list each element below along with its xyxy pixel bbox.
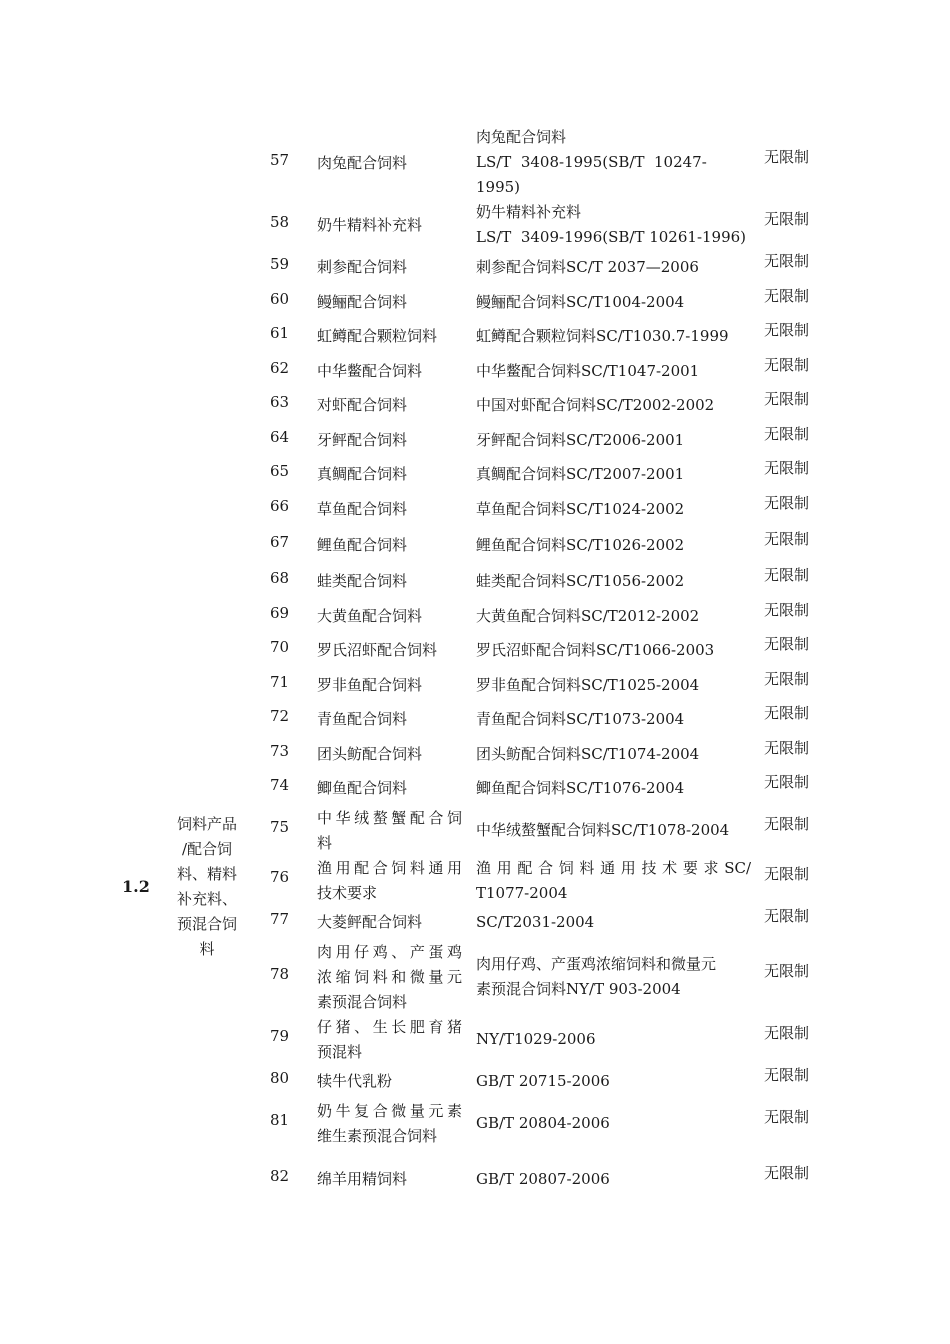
standard-code-line: 1995) [476, 178, 521, 196]
product-name [317, 213, 462, 238]
standard-code-line: 蛙类配合饲料SC/T1056-2002 [476, 572, 685, 590]
standard-code [476, 776, 751, 801]
standard-code [476, 290, 751, 315]
standard-code [476, 393, 751, 418]
row-number: 58 [270, 213, 290, 231]
row-number: 61 [270, 324, 290, 342]
standard-code [476, 359, 751, 384]
product-name [317, 462, 462, 487]
standard-code-line: 草鱼配合饲料SC/T1024-2002 [476, 500, 685, 518]
limit-value: 无限制 [764, 1164, 810, 1182]
section-number: 1.2 [122, 877, 150, 896]
standard-code-line: LS/T 3409-1996(SB/T 10261-1996) [476, 228, 747, 246]
standard-code-line: 团头鲂配合饲料SC/T1074-2004 [476, 745, 700, 763]
limit-value: 无限制 [764, 635, 810, 653]
row-number: 76 [270, 868, 290, 886]
standard-code [476, 952, 751, 1002]
limit-value: 无限制 [764, 252, 810, 270]
standard-code-line: 青鱼配合饲料SC/T1073-2004 [476, 710, 685, 728]
product-name-line: 奶牛精料补充料 [317, 216, 423, 234]
product-name-line: 罗氏沼虾配合饲料 [317, 641, 438, 659]
row-number: 78 [270, 965, 290, 983]
product-name [317, 359, 462, 384]
row-number: 59 [270, 255, 290, 273]
category-line: 料 [199, 940, 215, 958]
standard-code-line: 虹鳟配合颗粒饲料SC/T1030.7-1999 [476, 327, 729, 345]
limit-value: 无限制 [764, 670, 810, 688]
standard-code-line: 真鲷配合饲料SC/T2007-2001 [476, 465, 685, 483]
product-name-line: 大黄鱼配合饲料 [317, 607, 423, 625]
standard-code-line: 罗氏沼虾配合饲料SC/T1066-2003 [476, 641, 715, 659]
product-name [317, 151, 462, 176]
product-name-line: 鲤鱼配合饲料 [317, 536, 408, 554]
row-number: 63 [270, 393, 290, 411]
product-name-line: 蛙类配合饲料 [317, 572, 408, 590]
limit-value: 无限制 [764, 321, 810, 339]
standard-code-line: 罗非鱼配合饲料SC/T1025-2004 [476, 676, 700, 694]
category-line: 饲料产品 [176, 815, 237, 833]
standard-code [476, 1167, 751, 1192]
product-name [317, 497, 462, 522]
limit-value: 无限制 [764, 962, 810, 980]
product-name-line: 技术要求 [317, 884, 378, 902]
standard-code-line: GB/T 20807-2006 [476, 1170, 610, 1188]
product-name-line: 鳗鲡配合饲料 [317, 293, 408, 311]
standard-code-line: 牙鲆配合饲料SC/T2006-2001 [476, 431, 685, 449]
product-name [317, 673, 462, 698]
product-name-line: 中华绒螯蟹配合饲 [317, 809, 462, 827]
product-name-line: 虹鳟配合颗粒饲料 [317, 327, 438, 345]
limit-value: 无限制 [764, 865, 810, 883]
limit-value: 无限制 [764, 210, 810, 228]
limit-value: 无限制 [764, 1024, 810, 1042]
limit-value: 无限制 [764, 459, 810, 477]
row-number: 64 [270, 428, 290, 446]
standard-code [476, 533, 751, 558]
standard-code [476, 1027, 751, 1052]
product-name-line: 浓缩饲料和微量元 [317, 968, 462, 986]
limit-value: 无限制 [764, 287, 810, 305]
product-name [317, 604, 462, 629]
product-name-line: 牙鲆配合饲料 [317, 431, 408, 449]
product-name-line: 团头鲂配合饲料 [317, 745, 423, 763]
limit-value: 无限制 [764, 601, 810, 619]
standard-code [476, 200, 751, 250]
row-number: 62 [270, 359, 290, 377]
standard-code [476, 1069, 751, 1094]
product-name-line: 青鱼配合饲料 [317, 710, 408, 728]
product-name [317, 428, 462, 453]
category-line: 补充料、 [176, 890, 237, 908]
product-name [317, 940, 462, 1015]
row-number: 79 [270, 1027, 290, 1045]
standard-code-line: SC/T2031-2004 [476, 913, 595, 931]
product-name-line: 罗非鱼配合饲料 [317, 676, 423, 694]
product-name-line: 预混料 [317, 1043, 363, 1061]
row-number: 77 [270, 910, 290, 928]
product-name-line: 鲫鱼配合饲料 [317, 779, 408, 797]
row-number: 60 [270, 290, 290, 308]
product-name-line: 肉用仔鸡、产蛋鸡 [317, 943, 462, 961]
row-number: 73 [270, 742, 290, 760]
row-number: 68 [270, 569, 290, 587]
standard-code [476, 569, 751, 594]
product-name-line: 绵羊用精饲料 [317, 1170, 408, 1188]
standard-code [476, 604, 751, 629]
category-line: /配合饲 [181, 840, 233, 858]
row-number: 75 [270, 818, 290, 836]
row-number: 57 [270, 151, 290, 169]
product-name [317, 742, 462, 767]
product-name [317, 290, 462, 315]
product-name [317, 569, 462, 594]
row-number: 66 [270, 497, 290, 515]
standard-code [476, 856, 751, 906]
standard-code-line: 中国对虾配合饲料SC/T2002-2002 [476, 396, 715, 414]
standard-code-line: 肉兔配合饲料 [476, 128, 567, 146]
product-name [317, 856, 462, 906]
row-number: 80 [270, 1069, 290, 1087]
product-name-line: 肉兔配合饲料 [317, 154, 408, 172]
product-name [317, 255, 462, 280]
product-name-line: 大菱鲆配合饲料 [317, 913, 423, 931]
standard-code-line: 大黄鱼配合饲料SC/T2012-2002 [476, 607, 700, 625]
row-number: 81 [270, 1111, 290, 1129]
category-line: 料、精料 [176, 865, 237, 883]
product-name [317, 324, 462, 349]
standard-code-line: NY/T1029-2006 [476, 1030, 596, 1048]
category-line: 预混合饲 [176, 915, 237, 933]
limit-value: 无限制 [764, 739, 810, 757]
product-name [317, 806, 462, 856]
standard-code [476, 462, 751, 487]
row-number: 70 [270, 638, 290, 656]
product-name-line: 犊牛代乳粉 [317, 1072, 393, 1090]
product-name-line: 素预混合饲料 [317, 993, 408, 1011]
standard-code-line: 鲫鱼配合饲料SC/T1076-2004 [476, 779, 685, 797]
product-name [317, 1099, 462, 1149]
standard-code-line: 鲤鱼配合饲料SC/T1026-2002 [476, 536, 685, 554]
standard-code [476, 673, 751, 698]
row-number: 65 [270, 462, 290, 480]
row-number: 74 [270, 776, 290, 794]
product-name-line: 料 [317, 834, 333, 852]
limit-value: 无限制 [764, 494, 810, 512]
standard-code-line: 奶牛精料补充料 [476, 203, 582, 221]
row-number: 71 [270, 673, 290, 691]
product-name [317, 1167, 462, 1192]
limit-value: 无限制 [764, 530, 810, 548]
product-name [317, 533, 462, 558]
limit-value: 无限制 [764, 390, 810, 408]
standard-code [476, 742, 751, 767]
limit-value: 无限制 [764, 1108, 810, 1126]
standard-code [476, 818, 751, 843]
standard-code [476, 1111, 751, 1136]
standard-code [476, 638, 751, 663]
standard-code-line: LS/T 3408-1995(SB/T 10247- [476, 153, 707, 171]
limit-value: 无限制 [764, 148, 810, 166]
product-name-line: 中华鳖配合饲料 [317, 362, 423, 380]
standard-code-line: 渔用配合饲料通用技术要求SC/ [476, 859, 751, 877]
standard-code [476, 707, 751, 732]
product-name [317, 393, 462, 418]
standard-code [476, 324, 751, 349]
limit-value: 无限制 [764, 815, 810, 833]
row-number: 67 [270, 533, 290, 551]
standard-code [476, 255, 751, 280]
standard-code [476, 428, 751, 453]
product-name [317, 776, 462, 801]
product-name [317, 707, 462, 732]
limit-value: 无限制 [764, 773, 810, 791]
standard-code-line: 鳗鲡配合饲料SC/T1004-2004 [476, 293, 685, 311]
product-name-line: 真鲷配合饲料 [317, 465, 408, 483]
standard-code-line: GB/T 20715-2006 [476, 1072, 610, 1090]
product-name [317, 910, 462, 935]
product-name-line: 仔猪、生长肥育猪 [317, 1018, 462, 1036]
standard-code [476, 910, 751, 935]
section-category [168, 812, 246, 962]
limit-value: 无限制 [764, 1066, 810, 1084]
standard-code-line: 刺参配合饲料SC/T 2037—2006 [476, 258, 699, 276]
limit-value: 无限制 [764, 356, 810, 374]
product-name-line: 维生素预混合饲料 [317, 1127, 438, 1145]
standard-code-line: T1077-2004 [476, 884, 568, 902]
product-name-line: 对虾配合饲料 [317, 396, 408, 414]
limit-value: 无限制 [764, 425, 810, 443]
standard-code-line: 中华绒螯蟹配合饲料SC/T1078-2004 [476, 821, 730, 839]
product-name-line: 渔用配合饲料通用 [317, 859, 462, 877]
limit-value: 无限制 [764, 566, 810, 584]
product-name-line: 刺参配合饲料 [317, 258, 408, 276]
product-name-line: 奶牛复合微量元素 [317, 1102, 462, 1120]
product-name [317, 1069, 462, 1094]
row-number: 69 [270, 604, 290, 622]
product-name-line: 草鱼配合饲料 [317, 500, 408, 518]
limit-value: 无限制 [764, 907, 810, 925]
row-number: 82 [270, 1167, 290, 1185]
standard-code [476, 125, 751, 200]
standard-code-line: GB/T 20804-2006 [476, 1114, 610, 1132]
standard-code-line: 素预混合饲料NY/T 903-2004 [476, 980, 681, 998]
limit-value: 无限制 [764, 704, 810, 722]
row-number: 72 [270, 707, 290, 725]
standard-code-line: 肉用仔鸡、产蛋鸡浓缩饲料和微量元 [476, 955, 717, 973]
standard-code [476, 497, 751, 522]
standard-code-line: 中华鳖配合饲料SC/T1047-2001 [476, 362, 700, 380]
product-name [317, 1015, 462, 1065]
product-name [317, 638, 462, 663]
